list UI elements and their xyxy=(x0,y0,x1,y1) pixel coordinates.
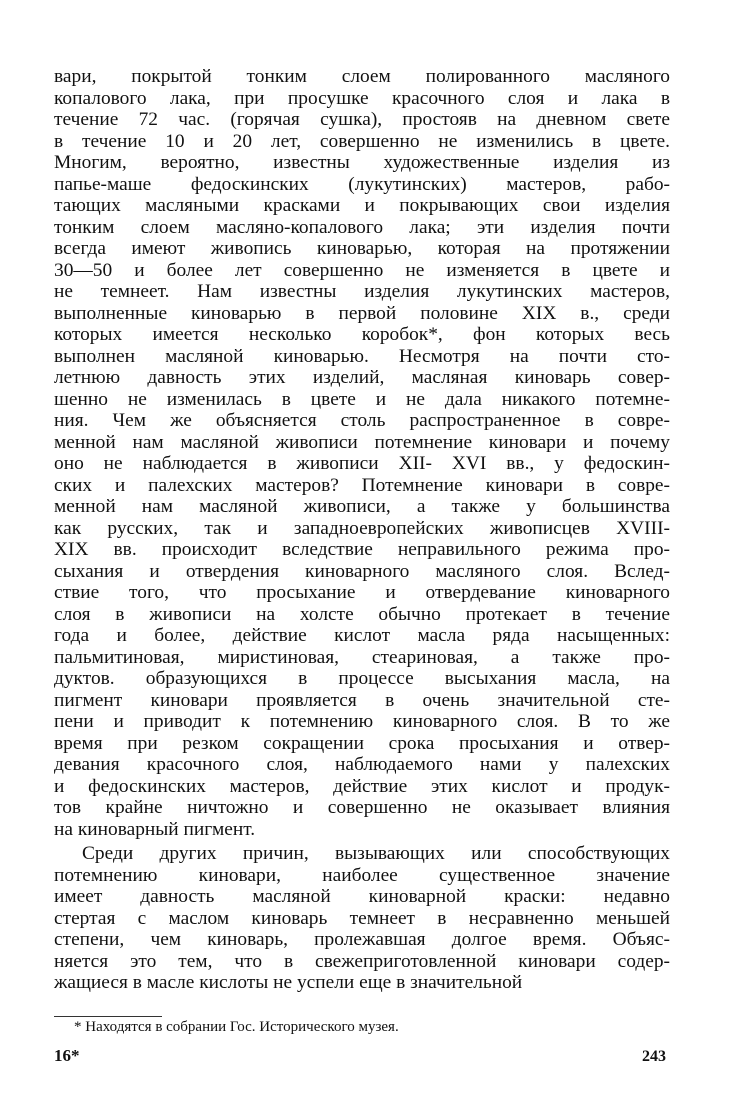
text-line: оно не наблюдается в живописи XII- XVI вв., у федоскин- xyxy=(54,453,670,474)
text-line: года и более, действие кислот масла ряда насыщенных: xyxy=(54,625,670,646)
text-line: менной нам масляной живописи, а также у большинства xyxy=(54,496,670,517)
text-line: выполнен масляной киноварью. Несмотря на почти сто- xyxy=(54,345,670,367)
text-line: менной нам масляной живописи потемнение киновари и почему xyxy=(54,431,670,453)
text-line: пальмитиновая, миристиновая, стеариновая, а также про- xyxy=(54,646,670,668)
text-line: слоя в живописи на холсте обычно протекает в течение xyxy=(54,603,670,625)
text-line: тающих масляными красками и покрывающих свои изделия xyxy=(54,195,670,216)
text-line: Среди других причин, вызывающих или способствующих xyxy=(82,843,670,864)
paragraph-2 xyxy=(54,843,670,994)
text-line: Многим, вероятно, известны художественные изделия из xyxy=(54,152,670,173)
signature-mark: 16* xyxy=(54,1046,80,1065)
text-line: ствие того, что просыхание и отвердевание киноварного xyxy=(54,582,670,603)
text-line: и федоскинских мастеров, действие этих кислот и продук- xyxy=(54,775,670,797)
paragraph-1 xyxy=(54,66,670,840)
text-line: тов крайне ничтожно и совершенно не оказывает влияния xyxy=(54,797,670,818)
text-line: ния. Чем же объясняется столь распространенное в совре- xyxy=(54,410,670,431)
text-line: выполненные киноварью в первой половине XIX в., среди xyxy=(54,302,670,324)
text-line: сыхания и отвердения киноварного масляного слоя. Вслед- xyxy=(54,560,670,582)
page-number: 243 xyxy=(642,1048,666,1065)
text-line: степени, чем киноварь, пролежавшая долгое время. Объяс- xyxy=(54,929,670,950)
text-line: папье-маше федоскинских (лукутинских) мастеров, рабо- xyxy=(54,173,670,195)
text-line: 30—50 и более лет совершенно не изменяется в цвете и xyxy=(54,259,670,281)
text-line: потемнению киновари, наиболее существенное значение xyxy=(54,864,670,886)
text-line: пени и приводит к потемнению киноварного слоя. В то же xyxy=(54,711,670,732)
text-line: девания красочного слоя, наблюдаемого нами у палехских xyxy=(54,754,670,775)
text-line: течение 72 час. (горячая сушка), простояв на дневном свете xyxy=(54,109,670,130)
text-line: которых имеется несколько коробок*, фон которых весь xyxy=(54,324,670,345)
text-line: время при резком сокращении срока просыхания и отвер- xyxy=(54,732,670,754)
text-line: как русских, так и западноевропейских живописцев XVIII- xyxy=(54,517,670,539)
text-line: няется это тем, что в свежеприготовленной киновари содер- xyxy=(54,950,670,972)
text-line: всегда имеют живопись киноварью, которая на протяжении xyxy=(54,238,670,259)
footnote: * Находятся в собрании Гос. Исторического музея. xyxy=(74,1019,399,1035)
text-line: не темнеет. Нам известны изделия лукутинских мастеров, xyxy=(54,281,670,302)
footnote-separator xyxy=(54,1016,162,1017)
text-line: тонким слоем масляно-копалового лака; эти изделия почти xyxy=(54,216,670,238)
text-line: на киноварный пигмент. xyxy=(54,818,256,840)
text-line: шенно не изменилась в цвете и не дала никакого потемне- xyxy=(54,388,670,410)
text-line: вари, покрытой тонким слоем полированного масляного xyxy=(54,66,670,87)
text-line: жащиеся в масле кислоты не успели еще в значительной xyxy=(54,972,523,993)
text-line: ских и палехских мастеров? Потемнение киновари в совре- xyxy=(54,474,670,496)
text-line: пигмент киновари проявляется в очень значительной сте- xyxy=(54,689,670,711)
text-line: имеет давность масляной киноварной краски: недавно xyxy=(54,886,670,907)
text-line: стертая с маслом киноварь темнеет в несравненно меньшей xyxy=(54,907,670,929)
text-line: летнюю давность этих изделий, масляная киноварь совер- xyxy=(54,367,670,388)
text-line: копалового лака, при просушке красочного слоя и лака в xyxy=(54,87,670,109)
text-line: в течение 10 и 20 лет, совершенно не изменились в цвете. xyxy=(54,130,670,152)
text-line: XIX вв. происходит вследствие неправильного режима про- xyxy=(54,539,670,560)
text-line: дуктов. образующихся в процессе высыхания масла, на xyxy=(54,668,670,689)
